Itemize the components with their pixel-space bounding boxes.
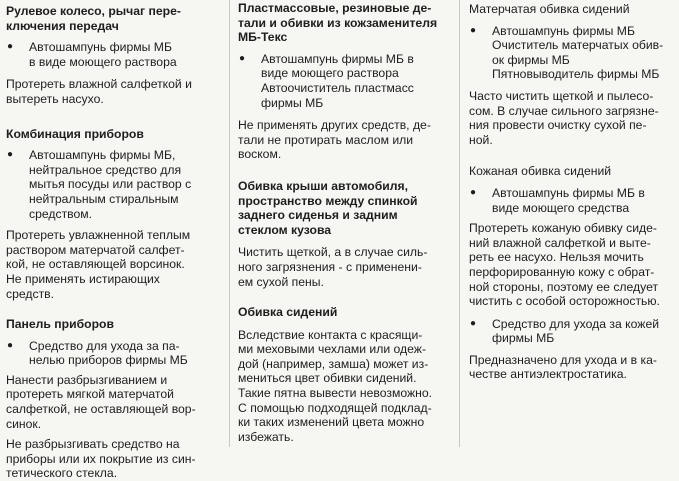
- bullet-icon: ●: [239, 52, 246, 64]
- bullet-text: Автошампунь фирмы МБ, нейтральное средство для мытья посуды или раствор с нейтральным стиральным средством.: [29, 148, 192, 221]
- column-1: [6, 0, 218, 481]
- section-heading-leather-seats: Кожаная обивка сидений: [469, 164, 612, 179]
- bullet-icon: ●: [7, 339, 14, 351]
- paragraph: Вследствие контакта с красящи- ми меховыми чехлами или одеж- дой (например, замша) может из- мениться цвет обивки сидений. Такие пятна вывести невозможно. С помощью подходящей подклад- ки таких изменений цвета можно избежать.: [238, 327, 433, 444]
- section-heading-steering-wheel: Рулевое колесо, рычаг пере- ключения передач: [6, 4, 181, 33]
- paragraph: Не разбрызгивать средство на приборы или их покрытие из син- тетического стекла.: [6, 437, 196, 481]
- bullet-icon: ●: [7, 41, 14, 53]
- bullet-icon: ●: [470, 186, 477, 198]
- bullet-icon: ●: [7, 149, 14, 161]
- bullet-text: Средство для ухода за кожей фирмы МБ: [492, 316, 660, 346]
- bullet-item: [469, 317, 675, 346]
- bullet-text: Автошампунь фирмы МБ в виде моющего раствора: [29, 40, 177, 69]
- paragraph: Часто чистить щеткой и пылесо- сом. В случае сильного загрязне- ния провести очистку сухой пе- ной.: [469, 88, 659, 147]
- column-2: [238, 0, 448, 444]
- bullet-text: Автошампунь фирмы МБ в виде моющего средства: [492, 185, 645, 215]
- section-heading-dashboard: Панель приборов: [6, 317, 114, 332]
- paragraph: Протереть влажной салфеткой и вытереть насухо.: [6, 77, 192, 106]
- section-heading-seat-upholstery: Обивка сидений: [238, 305, 338, 320]
- paragraph: Предназначено для ухода и в ка- честве антиэлектростатика.: [469, 352, 657, 382]
- bullet-text: Автошампунь фирмы МБ Очиститель матерчатых обив- ок фирмы МБ Пятновыводитель фирмы МБ: [492, 23, 664, 82]
- section-heading-instrument-cluster: Комбинация приборов: [6, 126, 144, 141]
- bullet-item: [469, 24, 675, 82]
- column-divider: [459, 0, 460, 447]
- bullet-item: [238, 52, 448, 110]
- paragraph: Нанести разбрызгиванием и протереть мягкой матерчатой салфеткой, не оставляющей вор- синок.: [6, 372, 196, 431]
- paragraph: Протереть кожаную обивку сиде- ний влажной салфеткой и выте- реть ее насухо. Нельзя мочить перфорированную кожу с обрат- ной стороны, поэтому ее следует чистить с особой осторожностью.: [469, 221, 660, 309]
- column-divider: [229, 0, 230, 447]
- bullet-icon: ●: [470, 317, 477, 329]
- bullet-icon: ●: [470, 24, 477, 36]
- section-heading-fabric-seats: Матерчатая обивка сидений: [469, 2, 630, 16]
- bullet-text: Средство для ухода за па- нелью приборов фирмы МБ: [29, 338, 188, 368]
- paragraph: Чистить щеткой, а в случае силь- ного загрязнения - с применени- ем сухой пены.: [238, 245, 428, 289]
- column-3: [469, 0, 675, 382]
- paragraph: Не применять других средств, де- тали не протирать маслом или воском.: [238, 118, 431, 162]
- bullet-item: [6, 148, 218, 221]
- paragraph: Протереть увлажненной теплым раствором матерчатой салфет- кой, не оставляющей ворсинок. Не применять истирающих средств.: [6, 228, 191, 301]
- section-heading-plastic-parts: Пластмассовые, резиновые де- тали и обивки из кожзаменителя МБ-Текс: [238, 1, 438, 45]
- bullet-item: [6, 339, 218, 368]
- bullet-item: [6, 40, 218, 69]
- bullet-text: Автошампунь фирмы МБ в виде моющего раствора Автоочиститель пластмасс фирмы МБ: [261, 51, 414, 110]
- section-heading-roof-lining: Обивка крыши автомобиля, пространство между спинкой заднего сиденья и задним стеклом кузова: [238, 178, 418, 237]
- bullet-item: [469, 186, 675, 215]
